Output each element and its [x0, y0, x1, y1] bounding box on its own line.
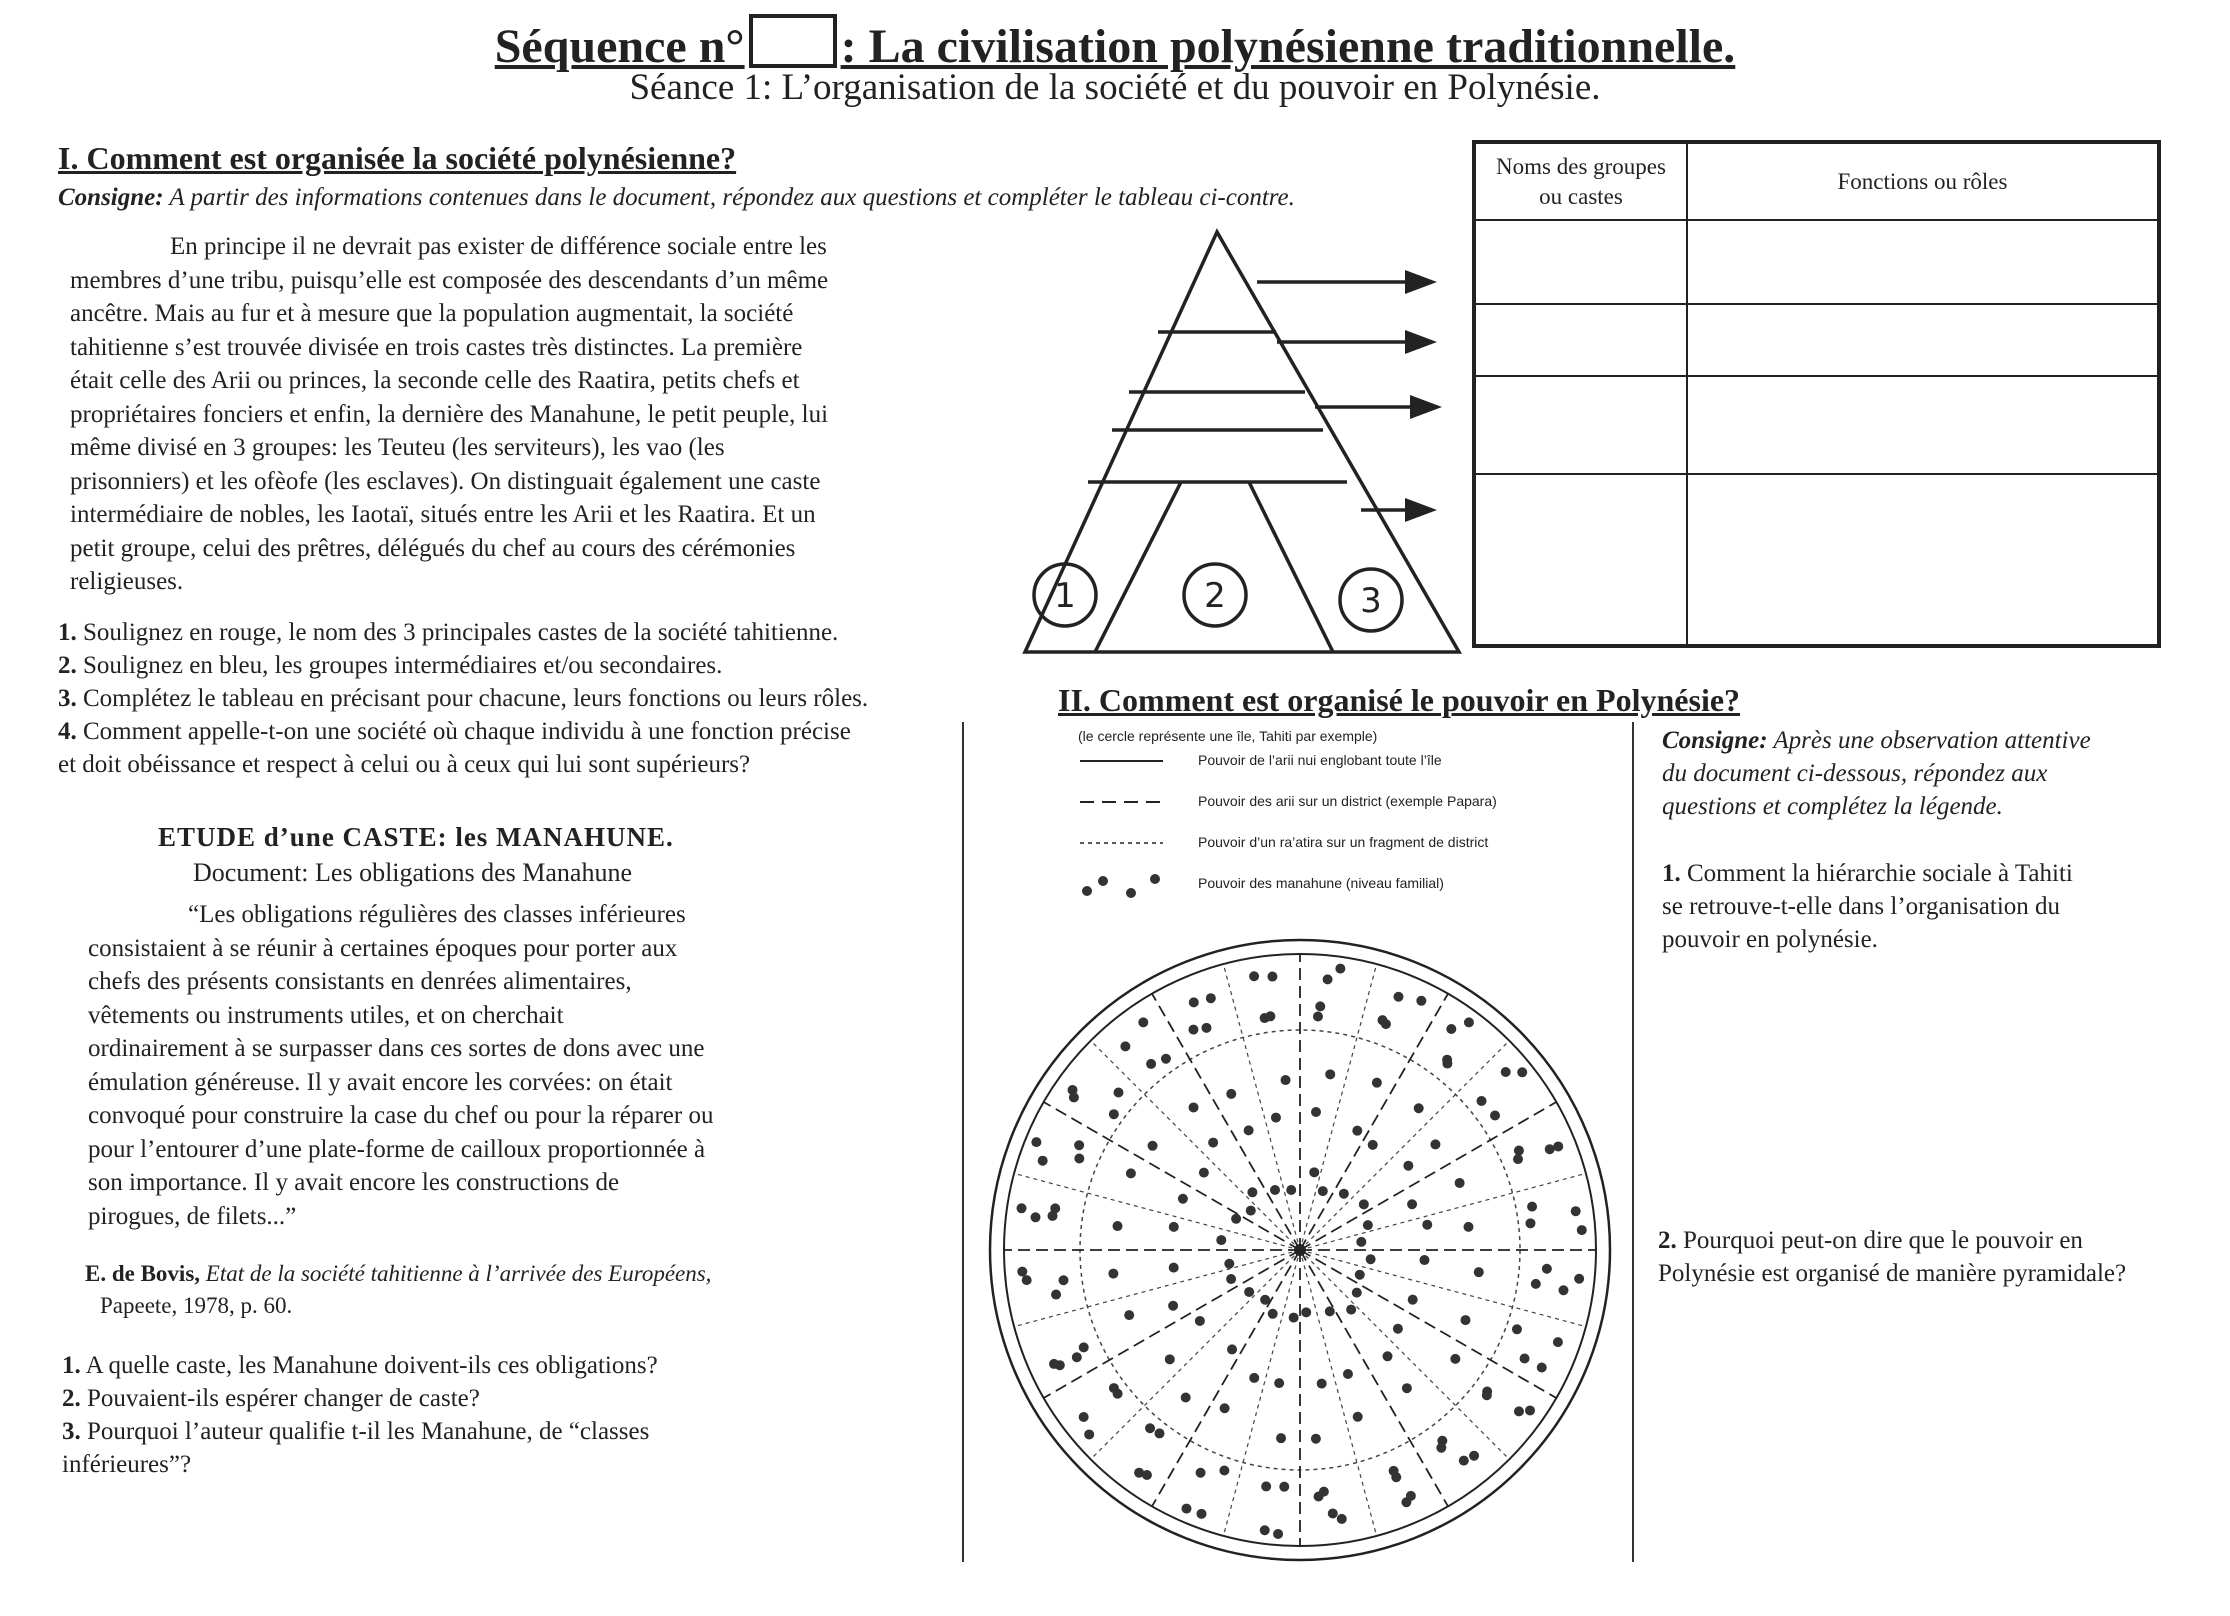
- manahune-dot: [1525, 1405, 1535, 1415]
- manahune-dot: [1244, 1287, 1254, 1297]
- manahune-dot: [1323, 974, 1333, 984]
- manahune-dot: [1165, 1354, 1175, 1364]
- manahune-dot: [1419, 1255, 1429, 1265]
- table-cell[interactable]: [1687, 304, 2159, 376]
- manahune-dot: [1261, 1481, 1271, 1491]
- question-num: 2.: [62, 1385, 81, 1412]
- manahune-dot: [1525, 1218, 1535, 1228]
- fragment-boundary: [1300, 1250, 1509, 1459]
- sequence-number-box[interactable]: [749, 14, 837, 68]
- question-text: Comment appelle-t-on une société où chaque individu à une fonction précise: [83, 718, 851, 745]
- consigne-text: A partir des informations contenues dans le document, répondez aux questions et compléter le tableau ci-contre.: [169, 184, 1295, 211]
- manahune-dot: [1124, 1310, 1134, 1320]
- question-4: [58, 715, 998, 748]
- manahune-dot: [1246, 1206, 1256, 1216]
- arrow-head: [1410, 395, 1442, 419]
- manahune-dot: [1328, 1508, 1338, 1518]
- question-num: 2.: [58, 652, 77, 679]
- manahune-dot: [1113, 1389, 1123, 1399]
- question-text: A quelle caste, les Manahune doivent-ils ces obligations?: [85, 1352, 658, 1379]
- manahune-dot: [1031, 1212, 1041, 1222]
- legend-symbols: [1075, 745, 1195, 905]
- manahune-dot: [1574, 1274, 1584, 1284]
- manahune-dot: [1058, 1275, 1068, 1285]
- manahune-dot: [1352, 1126, 1362, 1136]
- manahune-dot: [1220, 1403, 1230, 1413]
- table-cell[interactable]: [1687, 220, 2159, 304]
- manahune-dot: [1286, 1185, 1296, 1195]
- etude-question-2: [62, 1382, 762, 1415]
- question-line: Polynésie est organisé de manière pyramidale?: [1658, 1260, 2127, 1287]
- manahune-dot: [1142, 1470, 1152, 1480]
- legend-item-2: Pouvoir des arii sur un district (exemple Papara): [1198, 793, 1497, 809]
- quote-line: “Les obligations régulières des classes inférieures: [188, 901, 686, 928]
- table-cell[interactable]: [1474, 220, 1687, 304]
- manahune-dot: [1403, 1161, 1413, 1171]
- para-line: était celle des Arii ou princes, la seconde celle des Raatira, petits chefs et: [70, 367, 800, 394]
- source-place: Papeete, 1978, p. 60.: [100, 1293, 293, 1318]
- manahune-dot: [1553, 1337, 1563, 1347]
- caste-label-3: 3: [1360, 581, 1382, 621]
- pyramid-split: [1095, 482, 1181, 652]
- manahune-dot: [1189, 997, 1199, 1007]
- etude-quote: [88, 898, 773, 1233]
- manahune-dot: [1353, 1412, 1363, 1422]
- question-num: 4.: [58, 718, 77, 745]
- fragment-boundary: [1091, 1250, 1300, 1459]
- manahune-dot: [1512, 1324, 1522, 1334]
- manahune-dot: [1148, 1141, 1158, 1151]
- consigne-line: Après une observation attentive: [1773, 727, 2091, 754]
- manahune-dot: [1455, 1178, 1465, 1188]
- para-line: ancêtre. Mais au fur et à mesure que la population augmentait, la société: [70, 300, 794, 327]
- section1-paragraph: [70, 230, 920, 599]
- column-divider: [1632, 722, 1634, 1562]
- manahune-dot: [1335, 964, 1345, 974]
- manahune-dot: [1079, 1342, 1089, 1352]
- manahune-dot: [1260, 1525, 1270, 1535]
- question-text: Pourquoi l’auteur qualifie t-il les Manahune, de “classes: [87, 1418, 650, 1445]
- manahune-dot: [1402, 1383, 1412, 1393]
- manahune-dot: [1571, 1206, 1581, 1216]
- manahune-dot: [1346, 1305, 1356, 1315]
- manahune-dot: [1558, 1285, 1568, 1295]
- manahune-dot: [1311, 1107, 1321, 1117]
- question-1: [58, 616, 998, 649]
- legend-item-4: Pouvoir des manahune (niveau familial): [1198, 875, 1444, 891]
- question-num: 1.: [62, 1352, 81, 1379]
- manahune-dot: [1146, 1059, 1156, 1069]
- quote-line: pour l’entourer d’une plate-forme de cailloux proportionnée à: [88, 1135, 706, 1163]
- para-line: petit groupe, celui des prêtres, délégués du chef au cours des cérémonies: [70, 534, 796, 562]
- fragment-boundary: [1091, 1041, 1300, 1250]
- para-line: prisonniers) et les ofèofe (les esclaves). On distinguait également une caste: [70, 467, 821, 495]
- consigne-line: questions et complétez la légende.: [1662, 793, 2003, 820]
- section1-heading: I. Comment est organisée la société polynésienne?: [58, 140, 737, 176]
- question-2: [58, 649, 998, 682]
- legend-dot: [1126, 888, 1136, 898]
- manahune-dot: [1513, 1154, 1523, 1164]
- manahune-dot: [1268, 1309, 1278, 1319]
- manahune-dot: [1477, 1096, 1487, 1106]
- section2-consigne: [1662, 724, 2091, 823]
- manahune-dot: [1169, 1222, 1179, 1232]
- manahune-dot: [1188, 1025, 1198, 1035]
- manahune-dot: [1051, 1290, 1061, 1300]
- castes-table: [1472, 140, 2161, 648]
- manahune-dot: [1249, 971, 1259, 981]
- manahune-dot: [1416, 996, 1426, 1006]
- manahune-dot: [1517, 1067, 1527, 1077]
- manahune-dot: [1490, 1111, 1500, 1121]
- manahune-dot: [1108, 1269, 1118, 1279]
- district-boundary: [1300, 994, 1448, 1250]
- manahune-dot: [1273, 1529, 1283, 1539]
- consigne-label: Consigne:: [58, 184, 164, 211]
- manahune-dot: [1553, 1141, 1563, 1151]
- manahune-dot: [1289, 1313, 1299, 1323]
- table-header-functions: Fonctions ou rôles: [1687, 142, 2159, 220]
- manahune-dot: [1244, 1125, 1254, 1135]
- manahune-dot: [1196, 1468, 1206, 1478]
- manahune-dot: [1501, 1067, 1511, 1077]
- manahune-dot: [1017, 1267, 1027, 1277]
- page-subtitle: Séance 1: L’organisation de la société et du pouvoir en Polynésie.: [629, 67, 1601, 108]
- manahune-dot: [1406, 1491, 1416, 1501]
- quote-line: vêtements ou instruments utiles, et on cherchait: [88, 1001, 564, 1029]
- manahune-dot: [1231, 1214, 1241, 1224]
- manahune-dot: [1181, 1504, 1191, 1514]
- manahune-dot: [1049, 1359, 1059, 1369]
- fragment-boundary: [1223, 1250, 1300, 1536]
- fragment-boundary: [1223, 964, 1300, 1250]
- manahune-dot: [1422, 1220, 1432, 1230]
- manahune-dot: [1372, 1078, 1382, 1088]
- manahune-dot: [1317, 1379, 1327, 1389]
- table-cell[interactable]: [1474, 376, 1687, 474]
- manahune-dot: [1311, 1434, 1321, 1444]
- manahune-dot: [1377, 1015, 1387, 1025]
- manahune-dot: [1363, 1220, 1373, 1230]
- manahune-dot: [1313, 1011, 1323, 1021]
- manahune-dot: [1267, 972, 1277, 982]
- manahune-dot: [1393, 992, 1403, 1002]
- question-num: 3.: [62, 1418, 81, 1445]
- para-line: propriétaires fonciers et enfin, la dernière des Manahune, le petit peuple, lui: [70, 400, 829, 428]
- arrow-head: [1405, 498, 1437, 522]
- quote-line: convoqué pour construire la case du chef ou pour la réparer ou: [88, 1102, 714, 1129]
- manahune-dot: [1201, 1023, 1211, 1033]
- quote-line: pirogues, de filets...”: [88, 1202, 297, 1230]
- manahune-dot: [1414, 1103, 1424, 1113]
- manahune-dot: [1074, 1154, 1084, 1164]
- para-line: intermédiaire de nobles, les Iaotaï, situés entre les Arii et les Raatira. Et un: [70, 501, 816, 528]
- page-title: [0, 14, 2230, 74]
- column-divider: [962, 722, 964, 1562]
- consigne-line: du document ci-dessous, répondez aux: [1662, 760, 2048, 787]
- section1-consigne: [58, 184, 1458, 212]
- section1-questions: [58, 616, 998, 781]
- manahune-dot: [1038, 1156, 1048, 1166]
- manahune-dot: [1446, 1024, 1456, 1034]
- manahune-dot: [1022, 1275, 1032, 1285]
- manahune-dot: [1068, 1085, 1078, 1095]
- manahune-dot: [1383, 1351, 1393, 1361]
- question-text: Complétez le tableau en précisant pour chacune, leurs fonctions ou leurs rôles.: [83, 685, 869, 712]
- quote-line: ordinairement à se surpasser dans ces sortes de dons avec une: [88, 1035, 705, 1062]
- title-prefix: Séquence n°: [494, 20, 745, 73]
- island-center: [1294, 1244, 1306, 1256]
- manahune-dot: [1450, 1354, 1460, 1364]
- manahune-dot: [1366, 1254, 1376, 1264]
- consigne-label: Consigne:: [1662, 727, 1768, 754]
- legend-dot: [1150, 874, 1160, 884]
- manahune-dot: [1545, 1144, 1555, 1154]
- manahune-dot: [1442, 1059, 1452, 1069]
- manahune-dot: [1463, 1222, 1473, 1232]
- para-line: même divisé en 3 groupes: les Teuteu (les serviteurs), les vao (les: [70, 434, 725, 461]
- manahune-dot: [1138, 1017, 1148, 1027]
- district-boundary: [1300, 1250, 1448, 1506]
- manahune-dot: [1247, 1187, 1257, 1197]
- manahune-dot: [1315, 1001, 1325, 1011]
- manahune-dot: [1527, 1202, 1537, 1212]
- manahune-dot: [1072, 1352, 1082, 1362]
- question-text: Soulignez en bleu, les groupes intermédiaires et/ou secondaires.: [83, 652, 723, 679]
- legend-item-1: Pouvoir de l’arii nui englobant toute l’île: [1198, 752, 1442, 768]
- caste-label-2: 2: [1204, 576, 1226, 616]
- question-num: 1.: [1662, 860, 1681, 887]
- manahune-dot: [1219, 1465, 1229, 1475]
- manahune-dot: [1189, 1102, 1199, 1112]
- manahune-dot: [1271, 1113, 1281, 1123]
- manahune-dot: [1074, 1140, 1084, 1150]
- manahune-dot: [1048, 1211, 1058, 1221]
- title-suffix: : La civilisation polynésienne traditionnelle.: [840, 20, 1736, 73]
- question-text: Pouvaient-ils espérer changer de caste?: [87, 1385, 480, 1412]
- manahune-dot: [1196, 1509, 1206, 1519]
- manahune-dot: [1514, 1406, 1524, 1416]
- etude-heading: ETUDE d’une CASTE: les MANAHUNE.: [158, 822, 674, 852]
- header-line: Noms des groupes: [1496, 153, 1666, 179]
- table-cell[interactable]: [1474, 304, 1687, 376]
- arrow-head: [1405, 330, 1437, 354]
- manahune-dot: [1276, 1433, 1286, 1443]
- manahune-dot: [1459, 1456, 1469, 1466]
- fragment-boundary: [1300, 1250, 1586, 1327]
- table-cell[interactable]: [1687, 474, 2159, 646]
- question-num: 2.: [1658, 1227, 1677, 1254]
- pyramid-outline: [1025, 232, 1459, 652]
- arrow-head: [1405, 270, 1437, 294]
- question-line: se retrouve-t-elle dans l’organisation du: [1662, 893, 2061, 920]
- caste-pyramid-diagram: [1015, 222, 1475, 660]
- question-num: 3.: [58, 685, 77, 712]
- manahune-dot: [1464, 1017, 1474, 1027]
- table-cell[interactable]: [1474, 474, 1687, 646]
- question-text: Soulignez en rouge, le nom des 3 principales castes de la société tahitienne.: [83, 619, 839, 646]
- island-power-diagram: [980, 930, 1620, 1570]
- legend-item-3: Pouvoir d’un ra’atira sur un fragment de district: [1198, 834, 1489, 850]
- section2-question-2: [1658, 1224, 2126, 1290]
- manahune-dot: [1169, 1263, 1179, 1273]
- fragment-boundary: [1014, 1250, 1300, 1327]
- manahune-dot: [1339, 1189, 1349, 1199]
- etude-doc-title: Document: Les obligations des Manahune: [193, 858, 633, 887]
- etude-questions: [62, 1349, 762, 1481]
- manahune-dot: [1113, 1221, 1123, 1231]
- manahune-dot: [1531, 1279, 1541, 1289]
- manahune-dot: [1260, 1013, 1270, 1023]
- manahune-dot: [1577, 1225, 1587, 1235]
- para-line: membres d’une tribu, puisqu’elle est composée des descendants d’un même: [70, 266, 829, 294]
- manahune-dot: [1154, 1428, 1164, 1438]
- manahune-dot: [1514, 1146, 1524, 1156]
- question-line: Pourquoi peut-on dire que le pouvoir en: [1683, 1227, 2083, 1254]
- manahune-dot: [1031, 1137, 1041, 1147]
- manahune-dot: [1126, 1168, 1136, 1178]
- manahune-dot: [1161, 1054, 1171, 1064]
- manahune-dot: [1537, 1362, 1547, 1372]
- section2-heading: II. Comment est organisé le pouvoir en Polynésie?: [1058, 682, 1741, 718]
- fragment-boundary: [1300, 1250, 1377, 1536]
- manahune-dot: [1469, 1451, 1479, 1461]
- manahune-dot: [1301, 1307, 1311, 1317]
- manahune-dot: [1109, 1109, 1119, 1119]
- legend-caption: (le cercle représente une île, Tahiti par exemple): [1078, 728, 1378, 744]
- manahune-dot: [1199, 1168, 1209, 1178]
- manahune-dot: [1195, 1316, 1205, 1326]
- manahune-dot: [1206, 993, 1216, 1003]
- fragment-boundary: [1300, 1173, 1586, 1250]
- table-cell[interactable]: [1687, 376, 2159, 474]
- para-line: En principe il ne devrait pas exister de différence sociale entre les: [170, 233, 827, 260]
- question-num: 1.: [58, 619, 77, 646]
- manahune-dot: [1120, 1041, 1130, 1051]
- header-line: ou castes: [1539, 183, 1623, 209]
- manahune-dot: [1355, 1270, 1365, 1280]
- quote-line: émulation généreuse. Il y avait encore les corvées: on était: [88, 1068, 673, 1096]
- source-title: Etat de la société tahitienne à l’arrivée des Européens,: [205, 1261, 712, 1286]
- manahune-dot: [1407, 1199, 1417, 1209]
- manahune-dot: [1436, 1443, 1446, 1453]
- question-line: pouvoir en polynésie.: [1662, 926, 1878, 953]
- manahune-dot: [1260, 1295, 1270, 1305]
- etude-question-1: [62, 1349, 762, 1382]
- manahune-dot: [1461, 1315, 1471, 1325]
- manahune-dot: [1482, 1390, 1492, 1400]
- quote-line: son importance. Il y avait encore les constructions de: [88, 1169, 620, 1196]
- manahune-dot: [1270, 1185, 1280, 1195]
- manahune-dot: [1368, 1140, 1378, 1150]
- manahune-dot: [1430, 1139, 1440, 1149]
- question-4-line2: et doit obéissance et respect à celui ou à ceux qui lui sont supérieurs?: [58, 751, 751, 778]
- manahune-dot: [1393, 1324, 1403, 1334]
- manahune-dot: [1337, 1514, 1347, 1524]
- manahune-dot: [1325, 1306, 1335, 1316]
- manahune-dot: [1084, 1429, 1094, 1439]
- manahune-dot: [1249, 1373, 1259, 1383]
- quote-line: chefs des présents consistants en denrées alimentaires,: [88, 968, 632, 995]
- manahune-dot: [1178, 1194, 1188, 1204]
- etude-source: [85, 1258, 711, 1322]
- manahune-dot: [1318, 1186, 1328, 1196]
- table-header-groups: [1474, 142, 1687, 220]
- manahune-dot: [1274, 1378, 1284, 1388]
- section2-question-1: [1662, 857, 2073, 956]
- para-line: tahitienne s’est trouvée divisée en trois castes très distinctes. La première: [70, 333, 803, 361]
- question-line: Comment la hiérarchie sociale à Tahiti: [1687, 860, 2073, 887]
- manahune-dot: [1224, 1259, 1234, 1269]
- manahune-dot: [1017, 1203, 1027, 1213]
- manahune-dot: [1356, 1237, 1366, 1247]
- manahune-dot: [1226, 1274, 1236, 1284]
- manahune-dot: [1279, 1482, 1289, 1492]
- manahune-dot: [1216, 1235, 1226, 1245]
- manahune-dot: [1181, 1392, 1191, 1402]
- manahune-dot: [1408, 1295, 1418, 1305]
- manahune-dot: [1168, 1301, 1178, 1311]
- manahune-dot: [1343, 1369, 1353, 1379]
- manahune-dot: [1391, 1472, 1401, 1482]
- district-boundary: [1300, 1250, 1556, 1398]
- source-author: E. de Bovis,: [85, 1261, 201, 1286]
- manahune-dot: [1227, 1344, 1237, 1354]
- pyramid-split: [1249, 482, 1333, 652]
- manahune-dot: [1309, 1167, 1319, 1177]
- etude-question-3: [62, 1415, 762, 1448]
- manahune-dot: [1352, 1288, 1362, 1298]
- manahune-dot: [1281, 1075, 1291, 1085]
- manahune-dot: [1208, 1138, 1218, 1148]
- manahune-dot: [1325, 1069, 1335, 1079]
- manahune-dot: [1079, 1412, 1089, 1422]
- manahune-dot: [1542, 1264, 1552, 1274]
- para-line: religieuses.: [70, 568, 184, 595]
- legend-dot: [1098, 876, 1108, 886]
- manahune-dot: [1359, 1199, 1369, 1209]
- manahune-dot: [1145, 1423, 1155, 1433]
- question-3: [58, 682, 998, 715]
- manahune-dot: [1226, 1089, 1236, 1099]
- quote-line: consistaient à se réunir à certaines époques pour porter aux: [88, 934, 678, 962]
- manahune-dot: [1520, 1354, 1530, 1364]
- manahune-dot: [1319, 1487, 1329, 1497]
- manahune-dot: [1114, 1088, 1124, 1098]
- manahune-dot: [1474, 1267, 1484, 1277]
- etude-question-3-line2: inférieures”?: [62, 1451, 192, 1478]
- caste-label-1: 1: [1054, 576, 1076, 616]
- legend-dot: [1082, 886, 1092, 896]
